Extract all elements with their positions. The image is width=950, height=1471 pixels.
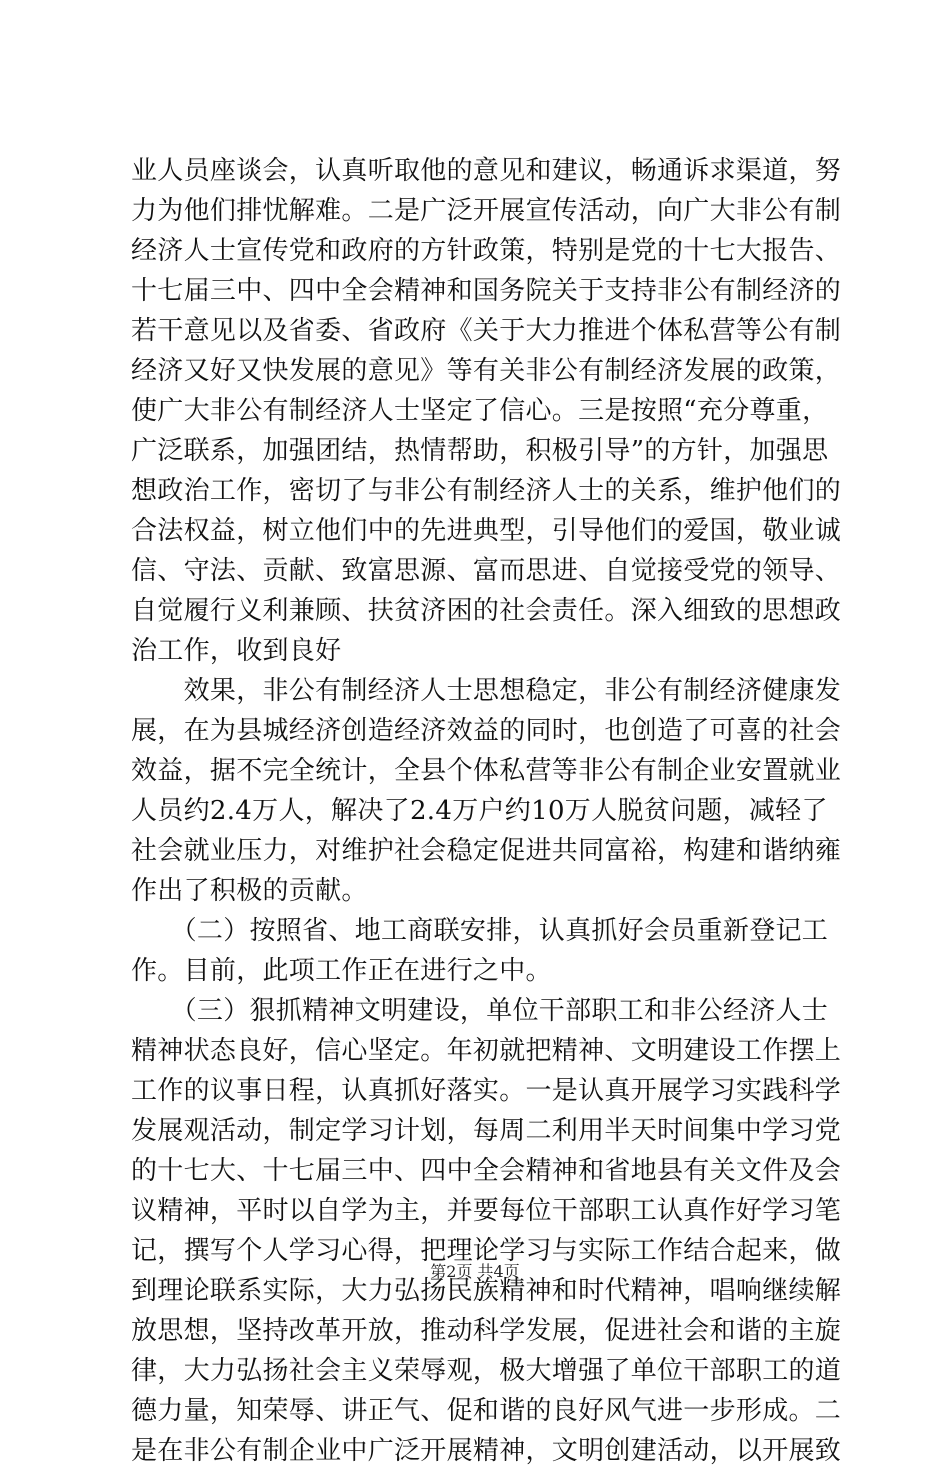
- text-line: 工作的议事日程，认真抓好落实。一是认真开展学习实践科学: [131, 1076, 842, 1106]
- text-line: 发展观活动，制定学习计划，每周二利用半天时间集中学习党: [131, 1116, 842, 1146]
- text-line: 效益，据不完全统计，全县个体私营等非公有制企业安置就业: [131, 756, 842, 786]
- page-number-footer: 第2页 共4页: [430, 1262, 520, 1281]
- text-line: 自觉履行义利兼顾、扶贫济困的社会责任。深入细致的思想政: [131, 596, 842, 626]
- text-line: 作出了积极的贡献。: [131, 876, 368, 906]
- text-line: 业人员座谈会，认真听取他的意见和建议，畅通诉求渠道，努: [131, 156, 842, 186]
- text-line: 是在非公有制企业中广泛开展精神，文明创建活动，以开展致: [131, 1436, 842, 1466]
- text-line: 精神状态良好，信心坚定。年初就把精神、文明建设工作摆上: [131, 1036, 842, 1066]
- text-line: 想政治工作，密切了与非公有制经济人士的关系，维护他们的: [131, 476, 842, 506]
- text-line: 记，撰写个人学习心得，把理论学习与实际工作结合起来，做: [131, 1236, 842, 1266]
- text-line: 放思想，坚持改革开放，推动科学发展，促进社会和谐的主旋: [131, 1316, 842, 1346]
- text-line: 信、守法、贡献、致富思源、富而思进、自觉接受党的领导、: [131, 556, 842, 586]
- text-line: 社会就业压力，对维护社会稳定促进共同富裕，构建和谐纳雍: [131, 836, 842, 866]
- text-line: 力为他们排忧解难。二是广泛开展宣传活动，向广大非公有制: [131, 196, 842, 226]
- text-line: 律，大力弘扬社会主义荣辱观，极大增强了单位干部职工的道: [131, 1356, 842, 1386]
- text-line: 到理论联系实际，大力弘扬民族精神和时代精神，唱响继续解: [131, 1276, 842, 1306]
- text-line: 广泛联系，加强团结，热情帮助，积极引导”的方针，加强思: [131, 436, 829, 466]
- text-line: 合法权益，树立他们中的先进典型，引导他们的爱国，敬业诚: [131, 516, 842, 546]
- text-line: （三）狠抓精神文明建设，单位干部职工和非公经济人士: [131, 996, 829, 1026]
- text-line: 作。目前，此项工作正在进行之中。: [131, 956, 552, 986]
- text-line: 议精神，平时以自学为主，并要每位干部职工认真作好学习笔: [131, 1196, 842, 1226]
- text-line: 的十七大、十七届三中、四中全会精神和省地县有关文件及会: [131, 1156, 842, 1186]
- text-line: 德力量，知荣辱、讲正气、促和谐的良好风气进一步形成。二: [131, 1396, 842, 1426]
- text-line: 经济人士宣传党和政府的方针政策，特别是党的十七大报告、: [131, 236, 842, 266]
- text-line: 效果，非公有制经济人士思想稳定，非公有制经济健康发: [131, 676, 842, 706]
- text-line: （二）按照省、地工商联安排，认真抓好会员重新登记工: [131, 916, 829, 946]
- text-line: 经济又好又快发展的意见》等有关非公有制经济发展的政策，: [131, 356, 842, 386]
- text-line: 展，在为县城经济创造经济效益的同时，也创造了可喜的社会: [131, 716, 842, 746]
- text-line: 若干意见以及省委、省政府《关于大力推进个体私营等公有制: [131, 316, 842, 346]
- text-line: 人员约2.4万人，解决了2.4万户约10万人脱贫问题，减轻了: [131, 796, 828, 826]
- text-line: 使广大非公有制经济人士坚定了信心。三是按照“充分尊重，: [131, 396, 829, 426]
- text-line: 十七届三中、四中全会精神和国务院关于支持非公有制经济的: [131, 276, 842, 306]
- text-line: 治工作，收到良好: [131, 636, 342, 666]
